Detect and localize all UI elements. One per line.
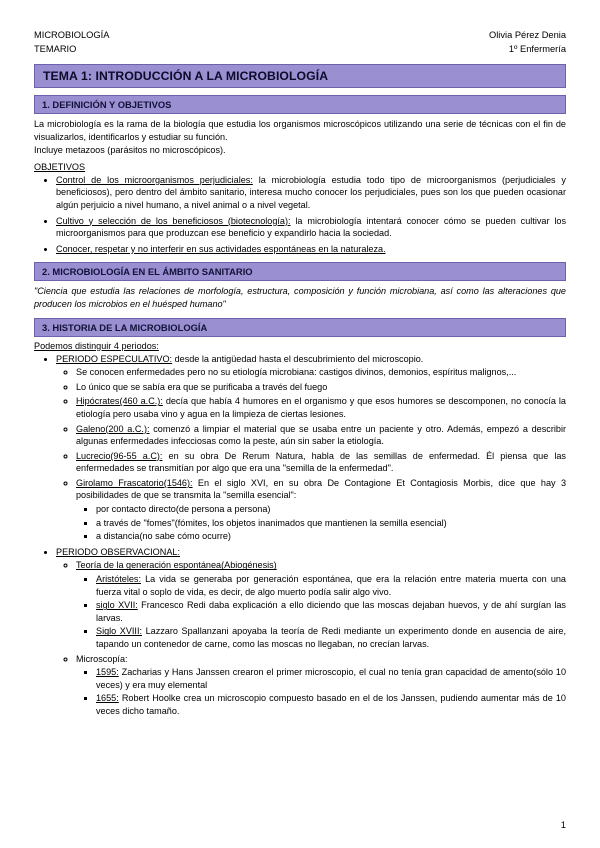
- abio-3-lead: Siglo XVIII:: [96, 626, 143, 637]
- list-item: [96, 503, 566, 516]
- list-item-periodo-observacional: [56, 546, 566, 718]
- abiogenesis-list: [76, 573, 566, 651]
- objetivo-1-text: la microbiología estudia todo tipo de microorganismos (perjudiciales y beneficiosos), pero dentro del ámbito sanitario, interesa mucho conocer los perjudiciales, pues son los que pueden ocasionar algún perjuicio a nivel humano, a nivel animal o a nivel vegetal.: [56, 174, 566, 210]
- list-item: [96, 625, 566, 650]
- p1-sub-2: a través de "fomes"(fómites, los objetos inanimados que mantienen la semilla esencial): [96, 517, 447, 528]
- objetivos-list: [34, 174, 566, 256]
- list-item: [76, 423, 566, 448]
- p1-sub-1: por contacto directo(de persona a persona): [96, 504, 271, 515]
- periodo1-title: PERIODO ESPECULATIVO:: [56, 353, 173, 364]
- objetivo-2-lead: Cultivo y selección de los beneficiosos (biotecnología):: [56, 215, 291, 226]
- list-item: [96, 517, 566, 530]
- periodo2-sublist: [56, 559, 566, 717]
- document-header: [34, 28, 566, 56]
- p1-item-6-sublist: [76, 503, 566, 543]
- header-right: [489, 28, 566, 56]
- section1-paragraph-1: La microbiología es la rama de la biología que estudia los organismos microscópicos utilizando una serie de técnicas con el fin de visualizarlos, identificarlos y estudiar su función.: [34, 119, 566, 142]
- header-author: Olivia Pérez Denia: [489, 30, 566, 40]
- p2-sub2-lead: Microscopía:: [76, 653, 128, 664]
- section2-quote: "Ciencia que estudia las relaciones de morfología, estructura, composición y función microbiana, así como las alteraciones que producen los microbios en el huésped humano": [34, 286, 566, 309]
- p1-item-1: Se conocen enfermedades pero no su etiología microbiana: castigos divinos, demonios, espíritus malignos,...: [76, 367, 517, 378]
- header-left: [34, 28, 109, 56]
- list-item: [76, 559, 566, 650]
- p1-item-6-lead: Girolamo Frascatorio(1546):: [76, 477, 193, 488]
- p1-item-5-text: en su obra De Rerum Natura, habla de las semillas de enfermedad. Él piensa que las enfermedades se transmitían por algo que era una "semilla de la enfermedad".: [76, 450, 566, 474]
- list-item: [96, 530, 566, 543]
- periodos-list: [34, 353, 566, 718]
- p1-item-5-lead: Lucrecio(96-55 a.C):: [76, 450, 163, 461]
- objetivos-label: OBJETIVOS: [34, 161, 86, 172]
- page-number: 1: [560, 820, 566, 830]
- abio-3-text: Lazzaro Spallanzani apoyaba la teoría de Redi mediante un experimento donde en ausencia de aire, tapando un contenedor de carne, como las moscas no llegaban, no crecían larvas.: [96, 626, 566, 649]
- micro-1-text: Zacharias y Hans Janssen crearon el primer microscopio, el cual no tenía gran capacidad de amento(sólo 10 veces) y era muy elemental: [96, 667, 566, 690]
- p1-sub-3: a distancia(no sabe cómo ocurre): [96, 531, 231, 542]
- section3-intro: Podemos distinguir 4 periodos:: [34, 340, 159, 351]
- p1-item-3-lead: Hipócrates(460 a.C.):: [76, 396, 163, 407]
- list-item: [76, 366, 566, 379]
- objetivo-3-lead: Conocer, respetar y no interferir en sus actividades espontáneas en la naturaleza.: [56, 243, 386, 254]
- section1-paragraph-2: Incluye metazoos (parásitos no microscópicos).: [34, 145, 226, 156]
- abio-1-text: La vida se generaba por generación espontánea, que era la relación entre materia muerta con una fuerza vital o soplo de vida, es decir, de algo muerto podía salir algo vivo.: [96, 574, 566, 597]
- objetivo-2-text: la microbiología intentará conocer cómo se pueden cultivar los microorganismos para que produzcan ese beneficio y expandirlo hacia la sociedad.: [56, 215, 566, 239]
- periodo2-title: PERIODO OBSERVACIONAL:: [56, 546, 180, 557]
- list-item: [96, 666, 566, 691]
- micro-2-text: Robert Hoolke crea un microscopio compuesto basado en el de los Janssen, pudiendo aumentar más de 10 veces dicho tamaño.: [96, 693, 566, 716]
- micro-1-lead: 1595:: [96, 667, 119, 678]
- p1-item-2: Lo único que se sabía era que se purificaba a través del fuego: [76, 381, 328, 392]
- list-item: [56, 174, 566, 212]
- p1-item-4-text: comenzó a limpiar el material que se usaba entre un paciente y otro. Además, empezó a describir algunas enfermedades infecciosas como la peste, aún sin saber la etiología.: [76, 423, 566, 447]
- list-item: [56, 215, 566, 240]
- p1-item-6-text: En el siglo XVI, en su obra De Contagione Et Contagiosis Morbis, dice que hay 3 posibilidades de que se transmita la "semilla esencial":: [76, 477, 566, 501]
- abio-2-text: Francesco Redi daba explicación a ello diciendo que las moscas dejaban huevos, y de ahí surgían las larvas.: [96, 600, 566, 623]
- list-item: [96, 692, 566, 717]
- header-course: 1º Enfermería: [508, 44, 566, 54]
- periodo1-sublist: [56, 366, 566, 543]
- list-item: [76, 450, 566, 475]
- section-heading-ambito-sanitario: 2. MICROBIOLOGÍA EN EL ÁMBITO SANITARIO: [34, 262, 566, 281]
- micro-2-lead: 1655:: [96, 693, 119, 704]
- list-item-periodo-especulativo: [56, 353, 566, 543]
- list-item: [96, 573, 566, 598]
- list-item: [76, 381, 566, 394]
- p1-item-3-text: decía que había 4 humores en el organismo y que esos humores se descomponen, no conocía la etiología pero usaba vino y agua en la limpieza de ciertas lesiones.: [76, 396, 566, 419]
- header-doc-type: TEMARIO: [34, 44, 77, 54]
- list-item: [76, 653, 566, 718]
- abio-2-lead: siglo XVII:: [96, 600, 138, 611]
- header-subject: MICROBIOLOGÍA: [34, 30, 110, 40]
- periodo1-text: desde la antigüedad hasta el descubrimiento del microscopio.: [172, 353, 424, 364]
- microscopia-list: [76, 666, 566, 717]
- page-title: TEMA 1: INTRODUCCIÓN A LA MICROBIOLOGÍA: [34, 64, 566, 88]
- list-item: [96, 599, 566, 624]
- list-item: [76, 395, 566, 420]
- list-item: [56, 243, 566, 256]
- p2-sub1-lead: Teoría de la generación espontánea(Abiogénesis): [76, 560, 277, 571]
- section-heading-historia: 3. HISTORIA DE LA MICROBIOLOGÍA: [34, 318, 566, 337]
- objetivo-1-lead: Control de los microorganismos perjudiciales:: [56, 174, 253, 185]
- list-item: [76, 477, 566, 543]
- p1-item-4-lead: Galeno(200 a.C.):: [76, 423, 150, 434]
- abio-1-lead: Aristóteles:: [96, 574, 141, 585]
- section-heading-definicion: 1. DEFINICIÓN Y OBJETIVOS: [34, 95, 566, 114]
